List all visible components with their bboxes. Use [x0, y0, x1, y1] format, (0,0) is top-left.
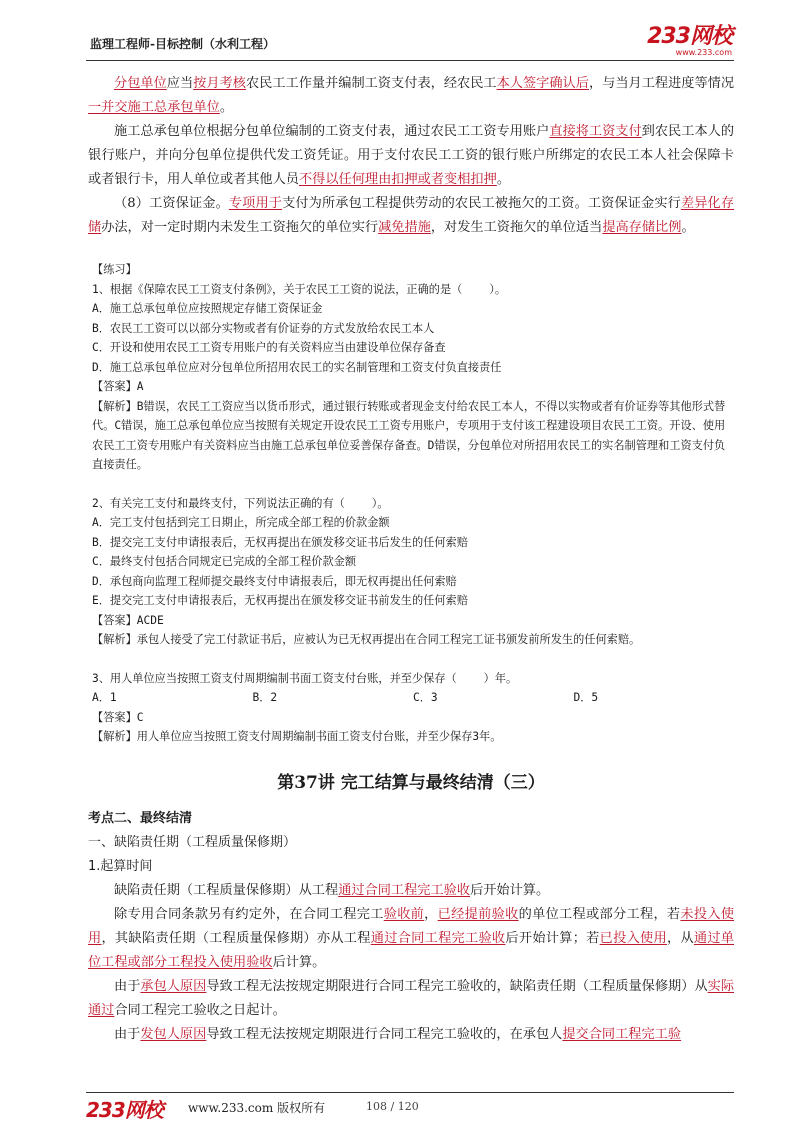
body-text: 后计算。: [272, 954, 326, 970]
highlight-text: 本人签字确认后: [496, 76, 589, 91]
q3-answer: 【答案】C: [92, 710, 144, 724]
practice-section: [88, 260, 734, 747]
body-text: ，与当月工程进度等情况: [588, 76, 735, 91]
question-1: 1、根据《保障农民工工资支付条例》，关于农民工工资的说法，正确的是（ ）。: [92, 282, 507, 296]
body-text: 由于: [114, 978, 141, 994]
q3-option-d: D．5: [573, 691, 599, 704]
body-text: ，从: [666, 930, 694, 946]
kaodian-heading: 考点二、最终结清: [88, 810, 193, 826]
highlight-text: 按月考核: [193, 76, 246, 91]
footer-logo: 233网校: [86, 1098, 163, 1122]
highlight-text: 已经提前验收: [437, 906, 519, 922]
subheading-start-time: 1.起算时间: [88, 858, 153, 874]
paragraph-early-acceptance: [88, 903, 734, 975]
q1-answer: 【答案】A: [92, 380, 144, 393]
q2-option-d: D．承包商向监理工程师提交最终支付申请报表后，即无权再提出任何索赔: [92, 574, 457, 588]
brand-logo: [647, 26, 732, 57]
q2-option-c: C．最终支付包括合同规定已完成的全部工程价款金额: [92, 555, 357, 568]
highlight-text: 提高存储比例: [602, 220, 682, 235]
body-text: 除专用合同条款另有约定外，在合同工程完工: [114, 906, 384, 922]
lecture-title: 第37讲 完工结算与最终结清（三）: [277, 772, 545, 793]
page-header: [86, 26, 734, 61]
highlight-text: 发包人原因: [140, 1026, 207, 1042]
body-text: 。: [219, 100, 234, 115]
body-text: 由于: [114, 1026, 141, 1042]
body-text: 农民工工作量并编制工资支付表，经农民工: [245, 76, 497, 91]
highlight-text: 分包单位: [114, 76, 167, 91]
footer-copyright: www.233.com 版权所有: [188, 1101, 326, 1115]
body-text: 支付为所承包工程提供劳动的农民工被拖欠的工资。工资保证金实行: [282, 196, 681, 211]
body-text: 。: [496, 172, 510, 187]
body-text: 施工总承包单位根据分包单位编制的工资支付表，通过农民工工资专用账户: [114, 124, 550, 139]
q2-option-e: E．提交完工支付申请报表后，无权再提出在颁发移交证书前发生的任何索赔: [92, 594, 468, 607]
q1-option-c: C．开设和使用农民工工资专用账户的有关资料应当由建设单位保存备查: [92, 341, 446, 354]
highlight-text: 提交合同工程完工验: [562, 1026, 682, 1042]
q2-analysis: 【解析】承包人接受了完工付款证书后，应被认为已无权再提出在合同工程完工证书颁发前所发生的任何索赔。: [92, 633, 641, 646]
page-footer: [86, 1092, 734, 1121]
highlight-text: 通过单位工程或部分工程投入使用验收: [88, 930, 735, 970]
subheading-defect-period: 一、缺陷责任期（工程质量保修期）: [88, 834, 297, 850]
highlight-text: 通过合同工程完工验收: [338, 882, 471, 898]
body-text: 到农民工本人的银行账户，并向分包单位提供代发工资凭证。用于支付农民工工资的银行账户所绑定的农民工本人社会保障卡或者银行卡，用人单位或者其他人员: [88, 124, 735, 187]
paragraph-direct-payment: [88, 120, 734, 192]
highlight-text: 承包人原因: [140, 978, 207, 994]
logo-url: www.233.com: [675, 48, 732, 57]
body-text: ，其缺陷责任期（工程质量保修期）亦从工程: [101, 930, 371, 946]
q2-option-a: A．完工支付包括到完工日期止，所完成全部工程的价款金额: [92, 516, 390, 529]
body-text: ，对发生工资拖欠的单位适当: [430, 220, 603, 235]
highlight-text: 不得以任何理由扣押或者变相扣押: [299, 172, 497, 187]
paragraph-contractor-cause: [88, 975, 734, 1023]
highlight-text: 已投入使用: [599, 930, 667, 946]
q3-analysis: 【解析】用人单位应当按照工资支付周期编制书面工资支付台账，并至少保存3年。: [92, 730, 502, 743]
paragraph-subcontractor-payroll: [88, 72, 734, 120]
practice-heading: 【练习】: [92, 263, 137, 276]
highlight-text: 专项用于: [228, 196, 283, 211]
question-3: 3、用人单位应当按照工资支付周期编制书面工资支付台账，并至少保存（ ）年。: [92, 671, 518, 685]
q1-option-a: A．施工总承包单位应按照规定存储工资保证金: [92, 302, 323, 315]
body-text: 后开始计算。: [470, 882, 550, 898]
body-text: （8）工资保证金。: [114, 196, 229, 211]
highlight-text: 差异化存储: [88, 196, 735, 235]
highlight-text: 一并交施工总承包单位: [88, 100, 220, 115]
body-text: 应当: [166, 76, 194, 91]
document-title: 监理工程师-目标控制（水利工程）: [90, 37, 275, 51]
body-text: 的单位工程或部分工程，若: [518, 906, 681, 922]
body-text: 导致工程无法按规定期限进行合同工程完工验收的，缺陷责任期（工程质量保修期）从: [206, 978, 708, 994]
question-2: 2、有关完工支付和最终支付，下列说法正确的有（ ）。: [92, 496, 389, 510]
logo-text: 233网校: [647, 24, 732, 49]
highlight-text: 实际通过: [88, 978, 735, 1018]
q1-option-b: B．农民工工资可以以部分实物或者有价证券的方式发放给农民工本人: [92, 321, 435, 335]
highlight-text: 直接将工资支付: [549, 124, 642, 139]
body-text: ，: [424, 906, 438, 922]
body-text: 缺陷责任期（工程质量保修期）从工程: [114, 882, 339, 898]
body-text: 导致工程无法按规定期限进行合同工程完工验收的，在承包人: [206, 1026, 563, 1042]
body-text: 。: [681, 220, 695, 235]
q3-options: [88, 688, 734, 708]
q1-option-d: D．施工总承包单位应对分包单位所招用农民工的实名制管理和工资支付负直接责任: [92, 360, 502, 374]
q3-option-c: C．3: [413, 691, 438, 704]
body-text: 办法，对一定时期内未发生工资拖欠的单位实行: [101, 220, 379, 235]
body-text: 后开始计算；若: [505, 930, 600, 946]
page-content: [88, 72, 734, 1047]
q1-analysis: 【解析】B错误，农民工工资应当以货币形式，通过银行转账或者现金支付给农民工本人，不得以实物或者有价证券等其他形式替代。C错误，施工总承包单位应当按照有关规定开设农民工工资专用账户，专项用于支付该工程建设项目农民工工资。开设、使用农民工工资专用账户有关资料应当由施工总承包单位妥善保存备查。D错误，分包单位对所招用农民工的实名制管理和工资支付负直接责任。: [92, 399, 726, 471]
highlight-text: 通过合同工程完工验收: [370, 930, 506, 946]
q3-option-a: A．1: [92, 691, 117, 704]
body-text: 合同工程完工验收之日起计。: [114, 1002, 286, 1018]
q2-answer: 【答案】ACDE: [92, 613, 164, 627]
paragraph-wage-deposit: [88, 192, 734, 240]
q2-option-b: B．提交完工支付申请报表后，无权再提出在颁发移交证书后发生的任何索赔: [92, 535, 468, 549]
highlight-text: 未投入使用: [88, 906, 735, 946]
paragraph-employer-cause: [88, 1023, 734, 1047]
q3-option-b: B．2: [252, 691, 278, 704]
highlight-text: 验收前: [383, 906, 425, 922]
highlight-text: 减免措施: [378, 220, 431, 235]
paragraph-defect-start: [88, 879, 734, 903]
page-number: 108 / 120: [366, 1100, 419, 1113]
